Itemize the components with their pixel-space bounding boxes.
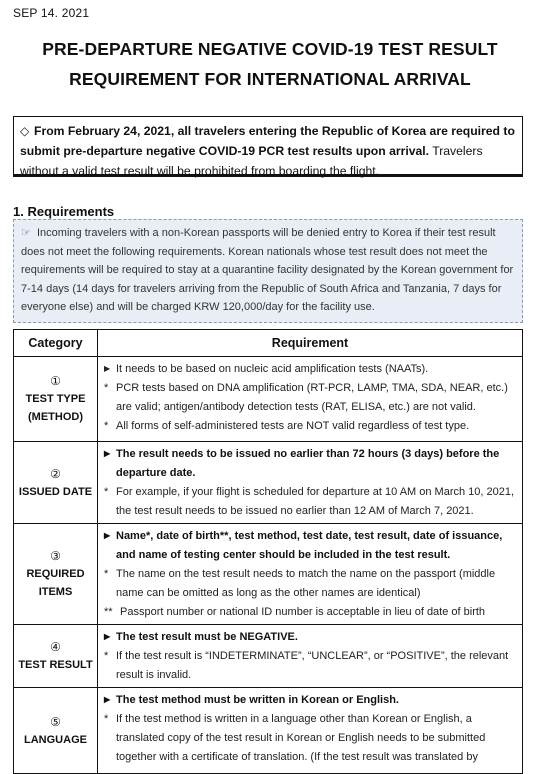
header-category: Category xyxy=(14,330,98,357)
notice-box xyxy=(13,116,523,177)
asterisk-icon: * xyxy=(104,420,109,432)
requirement-note: All forms of self-administered tests are NOT valid regardless of test type. xyxy=(116,420,470,432)
triangle-bullet-icon: ▶ xyxy=(104,364,111,373)
asterisk-icon: * xyxy=(104,486,109,498)
category-label: ISSUED DATE xyxy=(18,485,93,498)
requirement-main: It needs to be based on nucleic acid amplification tests (NAATs). xyxy=(116,363,429,375)
table-row xyxy=(14,524,523,625)
requirement-note: If the test method is written in a language other than Korean or English, a translated copy of the test result in Korean or English needs to be submitted together with a certificate of translation. (If the test result was translated by xyxy=(116,713,486,763)
requirement-note: The name on the test result needs to match the name on the passport (middle name can be omitted as long as the other names are identical) xyxy=(116,568,496,599)
requirement-cell xyxy=(98,524,523,625)
notice-text: Travelers without a valid test result will be prohibited from boarding the flight. xyxy=(20,144,483,178)
requirement-main: Name*, date of birth**, test method, test date, test result, date of issuance, and name of testing center should be included in the test result. xyxy=(116,530,503,561)
requirement-cell xyxy=(98,688,523,774)
triangle-bullet-icon: ▶ xyxy=(104,632,111,641)
requirement-note: For example, if your flight is scheduled for departure at 10 AM on March 10, 2021, the test result needs to be issued no earlier than 12 AM of March 7, 2021. xyxy=(116,486,515,517)
category-cell xyxy=(14,442,98,524)
info-text: Incoming travelers with a non-Korean passports will be denied entry to Korea if their test result does not meet the following requirements. Korean nationals whose test result does not meet the requirements will be required to stay at a quarantine facility designated by the Korean government for 7-14 days (14 days for travelers arriving from the Republic of South Africa and Tanzania, 7 days for everyone else) and will be charged KRW 120,000/day for the facility use. xyxy=(21,227,514,313)
requirement-cell xyxy=(98,442,523,524)
requirement-note: If the test result is “INDETERMINATE”, “UNCLEAR”, or “POSITIVE”, the relevant result is invalid. xyxy=(116,650,509,681)
table-row xyxy=(14,357,523,442)
category-label: (METHOD) xyxy=(28,411,83,423)
requirement-main: The result needs to be issued no earlier than 72 hours (3 days) before the departure date. xyxy=(116,448,500,479)
diamond-icon: ◇ xyxy=(20,124,30,138)
requirements-table xyxy=(13,329,523,774)
pointing-hand-icon: ☞ xyxy=(21,227,31,239)
asterisk-icon: * xyxy=(104,382,109,394)
table-header-row xyxy=(14,330,523,357)
requirement-note: PCR tests based on DNA amplification (RT-PCR, LAMP, TMA, SDA, NEAR, etc.) are valid; antigen/antibody detection tests (RAT, ELISA, etc.) are not valid. xyxy=(116,382,508,413)
requirement-cell xyxy=(98,625,523,688)
section-title: 1. Requirements xyxy=(13,204,115,219)
table-row xyxy=(14,688,523,774)
category-number: ① xyxy=(50,374,61,388)
category-label: REQUIRED xyxy=(26,568,85,580)
category-label: LANGUAGE xyxy=(24,733,87,746)
category-number: ③ xyxy=(50,549,61,563)
document-title xyxy=(0,34,540,94)
category-label: TEST TYPE xyxy=(25,393,86,405)
document-date: SEP 14. 2021 xyxy=(13,6,90,20)
requirement-main: The test method must be written in Korean or English. xyxy=(116,694,399,706)
requirement-main: The test result must be NEGATIVE. xyxy=(116,631,298,643)
category-cell xyxy=(14,625,98,688)
asterisk-icon: * xyxy=(104,568,109,580)
header-requirement: Requirement xyxy=(98,330,523,357)
triangle-bullet-icon: ▶ xyxy=(104,695,111,704)
table-row xyxy=(14,625,523,688)
asterisk-icon: * xyxy=(104,650,109,662)
triangle-bullet-icon: ▶ xyxy=(104,531,111,540)
category-label: TEST RESULT xyxy=(18,659,93,671)
category-number: ⑤ xyxy=(50,714,61,729)
title-line-1: PRE-DEPARTURE NEGATIVE COVID-19 TEST RESULT xyxy=(42,39,498,59)
notice-bold-text: From February 24, 2021, all travelers entering the Republic of Korea are required to submit pre-departure negative COVID-19 PCR test results upon arrival. xyxy=(20,124,515,158)
table-row xyxy=(14,442,523,524)
title-line-2: REQUIREMENT FOR INTERNATIONAL ARRIVAL xyxy=(69,69,471,89)
category-cell xyxy=(14,357,98,442)
asterisk-icon: * xyxy=(104,713,109,725)
triangle-bullet-icon: ▶ xyxy=(104,449,111,458)
category-cell xyxy=(14,688,98,774)
requirement-note: Passport number or national ID number is acceptable in lieu of date of birth xyxy=(120,606,486,618)
double-asterisk-icon: ** xyxy=(104,606,113,618)
category-label: ITEMS xyxy=(38,586,73,598)
requirement-cell xyxy=(98,357,523,442)
info-box xyxy=(13,219,523,323)
category-number: ④ xyxy=(50,640,61,654)
category-cell xyxy=(14,524,98,625)
category-number: ② xyxy=(50,466,61,481)
